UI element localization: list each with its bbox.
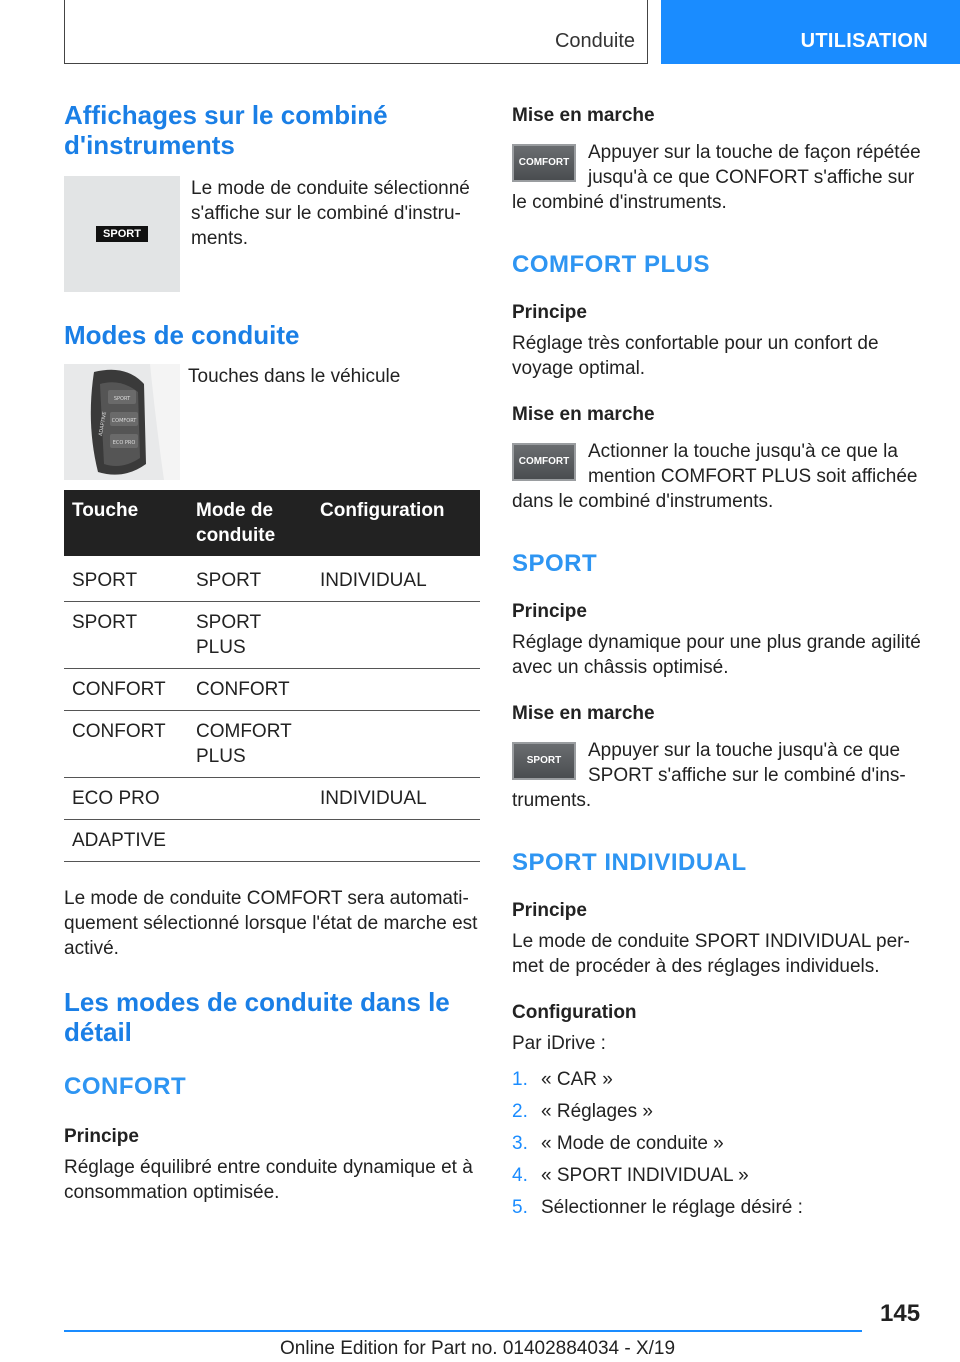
switch-label-sport: SPORT [113, 396, 131, 402]
comfort-button-image: COMFORT [512, 144, 576, 182]
step-number: 4. [512, 1165, 528, 1186]
comfort-plus-principe-text: Réglage très confortable pour un confort de voyage optimal. [512, 333, 879, 379]
table-cell: INDIVIDUAL [312, 556, 480, 602]
right-column [512, 104, 928, 1224]
table-cell: SPORT [64, 602, 188, 669]
modes-table [64, 490, 480, 862]
sport-ind-principe-label: Principe [512, 900, 587, 921]
heading-confort: CONFORT [64, 1073, 187, 1100]
switch-panel-illustration [64, 364, 180, 480]
config-label: Configuration [512, 1002, 637, 1023]
table-header-row [64, 490, 480, 556]
table-row [64, 556, 480, 602]
comfort-plus-principe-label: Principe [512, 302, 587, 323]
left-column [64, 100, 480, 1205]
buttons-figure-row [64, 364, 480, 480]
page-number: 145 [880, 1300, 921, 1327]
footer-edition: Online Edition for Part no. 01402884034 - X/19 [280, 1338, 676, 1359]
table-row [64, 711, 480, 778]
step-text: « Mode de conduite » [541, 1133, 724, 1154]
buttons-image [64, 364, 180, 480]
heading-comfort-plus: COMFORT PLUS [512, 251, 710, 278]
table-cell: ECO PRO [64, 778, 188, 820]
sport-display-label: SPORT [96, 226, 148, 242]
comfort-plus-mise-block [512, 439, 928, 514]
heading-display: Affichages sur le combiné d'instruments [64, 100, 388, 160]
header-section-box [64, 0, 648, 64]
step-number: 1. [512, 1069, 528, 1090]
sport-principe-text: Réglage dynamique pour une plus grande agilité avec un châssis optimisé. [512, 632, 921, 678]
list-item [512, 1192, 928, 1224]
sport-mise-label: Mise en marche [512, 703, 655, 724]
comfort-plus-mise-label: Mise en marche [512, 404, 655, 425]
list-item [512, 1096, 928, 1128]
table-header-touche: Touche [64, 490, 188, 556]
confort-mise-block [512, 140, 928, 215]
step-text: « Réglages » [541, 1101, 653, 1122]
comfort-button-image: COMFORT [512, 443, 576, 481]
table-row [64, 820, 480, 862]
confort-mise-text: Appuyer sur la touche de façon répétée jusqu'à ce que CONFORT s'affiche sur le combiné d'instruments. [512, 142, 921, 213]
list-item [512, 1064, 928, 1096]
table-cell: ADAPTIVE [64, 820, 188, 862]
step-text: « SPORT INDIVIDUAL » [541, 1165, 749, 1186]
heading-sport: SPORT [512, 550, 598, 577]
confort-mise-label: Mise en marche [512, 105, 655, 126]
sport-mise-block [512, 738, 928, 813]
table-row [64, 669, 480, 711]
comfort-plus-mise-text: Actionner la touche jusqu'à ce que la mention COMFORT PLUS soit affichée dans le combiné d'instruments. [512, 441, 918, 512]
heading-modes: Modes de conduite [64, 320, 300, 350]
table-row [64, 778, 480, 820]
auto-mode-text: Le mode de conduite COMFORT sera automati-quement sélectionné lorsque l'état de marche est activé. [64, 888, 478, 959]
switch-label-ecopro: ECO PRO [112, 440, 136, 446]
buttons-text: Touches dans le véhicule [188, 366, 401, 387]
switch-label-comfort: COMFORT [111, 418, 137, 424]
list-item [512, 1128, 928, 1160]
config-intro: Par iDrive : [512, 1033, 606, 1054]
table-cell: CONFORT [64, 669, 188, 711]
confort-principe-label: Principe [64, 1126, 139, 1147]
display-figure-row [64, 176, 480, 292]
table-header-config: Configuration [312, 490, 480, 556]
table-cell: SPORT [64, 556, 188, 602]
heading-sport-individual: SPORT INDIVIDUAL [512, 849, 747, 876]
header-chapter: UTILISATION [800, 30, 928, 52]
config-steps-list [512, 1064, 928, 1224]
table-cell [188, 820, 312, 862]
table-cell: SPORT PLUS [188, 602, 312, 669]
table-cell [312, 711, 480, 778]
footer-divider [64, 1330, 862, 1332]
heading-detail: Les modes de conduite dans le détail [64, 987, 450, 1047]
table-cell [312, 602, 480, 669]
table-cell [312, 669, 480, 711]
table-cell [312, 820, 480, 862]
step-number: 3. [512, 1133, 528, 1154]
switch-label-adaptive: ADAPTIVE [97, 411, 109, 437]
header-chapter-box [661, 0, 960, 64]
sport-button-image: SPORT [512, 742, 576, 780]
step-text: Sélectionner le réglage désiré : [541, 1197, 803, 1218]
list-item [512, 1160, 928, 1192]
header-section: Conduite [554, 30, 635, 52]
step-text: « CAR » [541, 1069, 613, 1090]
step-number: 2. [512, 1101, 528, 1122]
step-number: 5. [512, 1197, 528, 1218]
display-image [64, 176, 180, 292]
sport-mise-text: Appuyer sur la touche jusqu'à ce que SPORT s'affiche sur le combiné d'ins-truments. [512, 740, 906, 811]
sport-principe-label: Principe [512, 601, 587, 622]
table-cell: COMFORT PLUS [188, 711, 312, 778]
table-cell: INDIVIDUAL [312, 778, 480, 820]
table-cell: SPORT [188, 556, 312, 602]
table-cell: CONFORT [64, 711, 188, 778]
table-header-mode: Mode de conduite [188, 490, 312, 556]
table-row [64, 602, 480, 669]
confort-principe-text: Réglage équilibré entre conduite dynamique et à consommation optimisée. [64, 1157, 473, 1203]
sport-ind-principe-text: Le mode de conduite SPORT INDIVIDUAL per-met de procéder à des réglages individuels. [512, 931, 910, 977]
display-text: Le mode de conduite sélectionné s'affiche sur le combiné d'instru-ments. [191, 178, 470, 249]
table-cell: CONFORT [188, 669, 312, 711]
table-cell [188, 778, 312, 820]
